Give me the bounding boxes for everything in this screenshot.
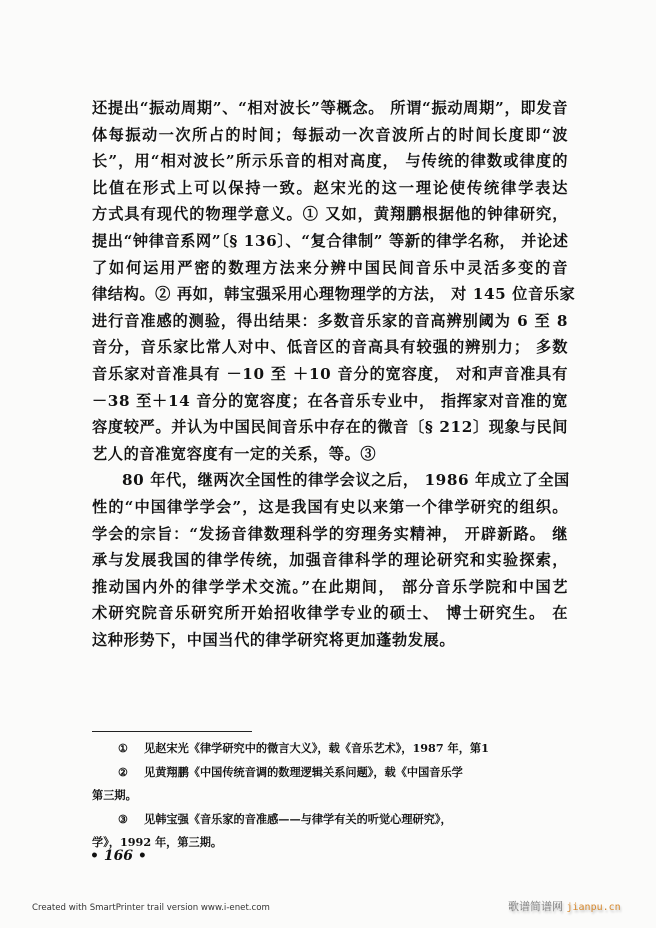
text-line: 推动国内外的律学学术交流。”在此期间， 部分音乐学院和中国艺 xyxy=(92,577,568,596)
site-name: 歌谱简谱网 xyxy=(508,900,563,913)
text-line: 承与发展我国的律学传统，加强音律科学的理论研究和实验探索， xyxy=(92,551,568,570)
footnote-2 xyxy=(92,761,552,785)
footnote-marker: ② xyxy=(118,764,129,779)
text-line: 进行音准感的测验，得出结果：多数音乐家的音高辨别阈为 6 至 8 xyxy=(92,311,568,330)
footnotes xyxy=(92,737,552,855)
text-line: 学会的宗旨：“发扬音律数理科学的穷理务实精神， 开辟新路。 继 xyxy=(92,524,568,543)
text-line: 音乐家对音准具有 －10 至 ＋10 音分的宽容度， 对和声音准具有 xyxy=(92,364,568,383)
site-domain: jianpu.cn xyxy=(566,902,621,913)
text-line: 艺人的音准宽容度有一定的关系，等。③ xyxy=(92,444,377,463)
footnote-text: 见韩宝强《音乐家的音准感——与律学有关的听觉心理研究》， xyxy=(144,811,452,826)
text-line: 律结构。② 再如，韩宝强采用心理物理学的方法， 对 145 位音乐家 xyxy=(92,285,576,304)
footnote-text: 学》，1992 年，第三期。 xyxy=(92,835,223,849)
body-text xyxy=(92,95,576,653)
text-line: 性的“中国律学学会”，这是我国有史以来第一个律学研究的组织。 xyxy=(92,497,568,516)
footnote-divider xyxy=(92,731,252,732)
text-line: 容度较严。并认为中国民间音乐中存在的微音〔§ 212〕现象与民间 xyxy=(92,418,568,437)
text-line: 术研究院音乐研究所开始招收律学专业的硕士、 博士研究生。 在 xyxy=(92,604,568,623)
text-line: 比值在形式上可以保持一致。赵宋光的这一理论使传统律学表达 xyxy=(92,178,568,197)
printer-watermark: Created with SmartPrinter trail version www.i-enet.com xyxy=(32,903,270,913)
footnote-text: 见黄翔鹏《中国传统音调的数理逻辑关系问题》，载《中国音乐学 xyxy=(144,764,463,779)
footnote-1 xyxy=(92,737,552,761)
text-line: 体每振动一次所占的时间；每振动一次音波所占的时间长度即“波 xyxy=(92,125,568,144)
site-watermark xyxy=(508,898,621,914)
text-line: 提出“钟律音系网”〔§ 136〕、“复合律制” 等新的律学名称， 并论述 xyxy=(92,231,569,250)
paragraph-start-line: 80 年代，继两次全国性的律学会议之后， 1986 年成立了全国 xyxy=(122,471,570,490)
footnote-text: 见赵宋光《律学研究中的微言大义》，载《音乐艺术》，1987 年，第1 xyxy=(144,741,489,755)
page-number: • 166 • xyxy=(90,848,147,864)
footnote-2-continuation xyxy=(92,784,552,808)
text-line: 长”，用“相对波长”所示乐音的相对高度， 与传统的律数或律度的 xyxy=(92,152,568,171)
text-line: 了如何运用严密的数理方法来分辨中国民间音乐中灵活多变的音 xyxy=(92,258,568,277)
text-line: 这种形势下，中国当代的律学研究将更加蓬勃发展。 xyxy=(92,630,456,649)
footnote-marker: ③ xyxy=(118,811,129,826)
text-line: 音分，音乐家比常人对中、低音区的音高具有较强的辨别力； 多数 xyxy=(92,338,568,357)
text-line: －38 至＋14 音分的宽容度；在各音乐专业中， 指挥家对音准的宽 xyxy=(92,391,568,410)
footnote-3 xyxy=(92,808,552,832)
footnote-text: 第三期。 xyxy=(92,788,137,802)
footnote-marker: ① xyxy=(118,741,129,755)
text-line: 方式具有现代的物理学意义。① 又如，黄翔鹏根据他的钟律研究， xyxy=(92,205,568,224)
footnote-3-continuation xyxy=(92,831,552,855)
text-line: 还提出“振动周期”、“相对波长”等概念。 所谓“振动周期”，即发音 xyxy=(92,99,568,117)
